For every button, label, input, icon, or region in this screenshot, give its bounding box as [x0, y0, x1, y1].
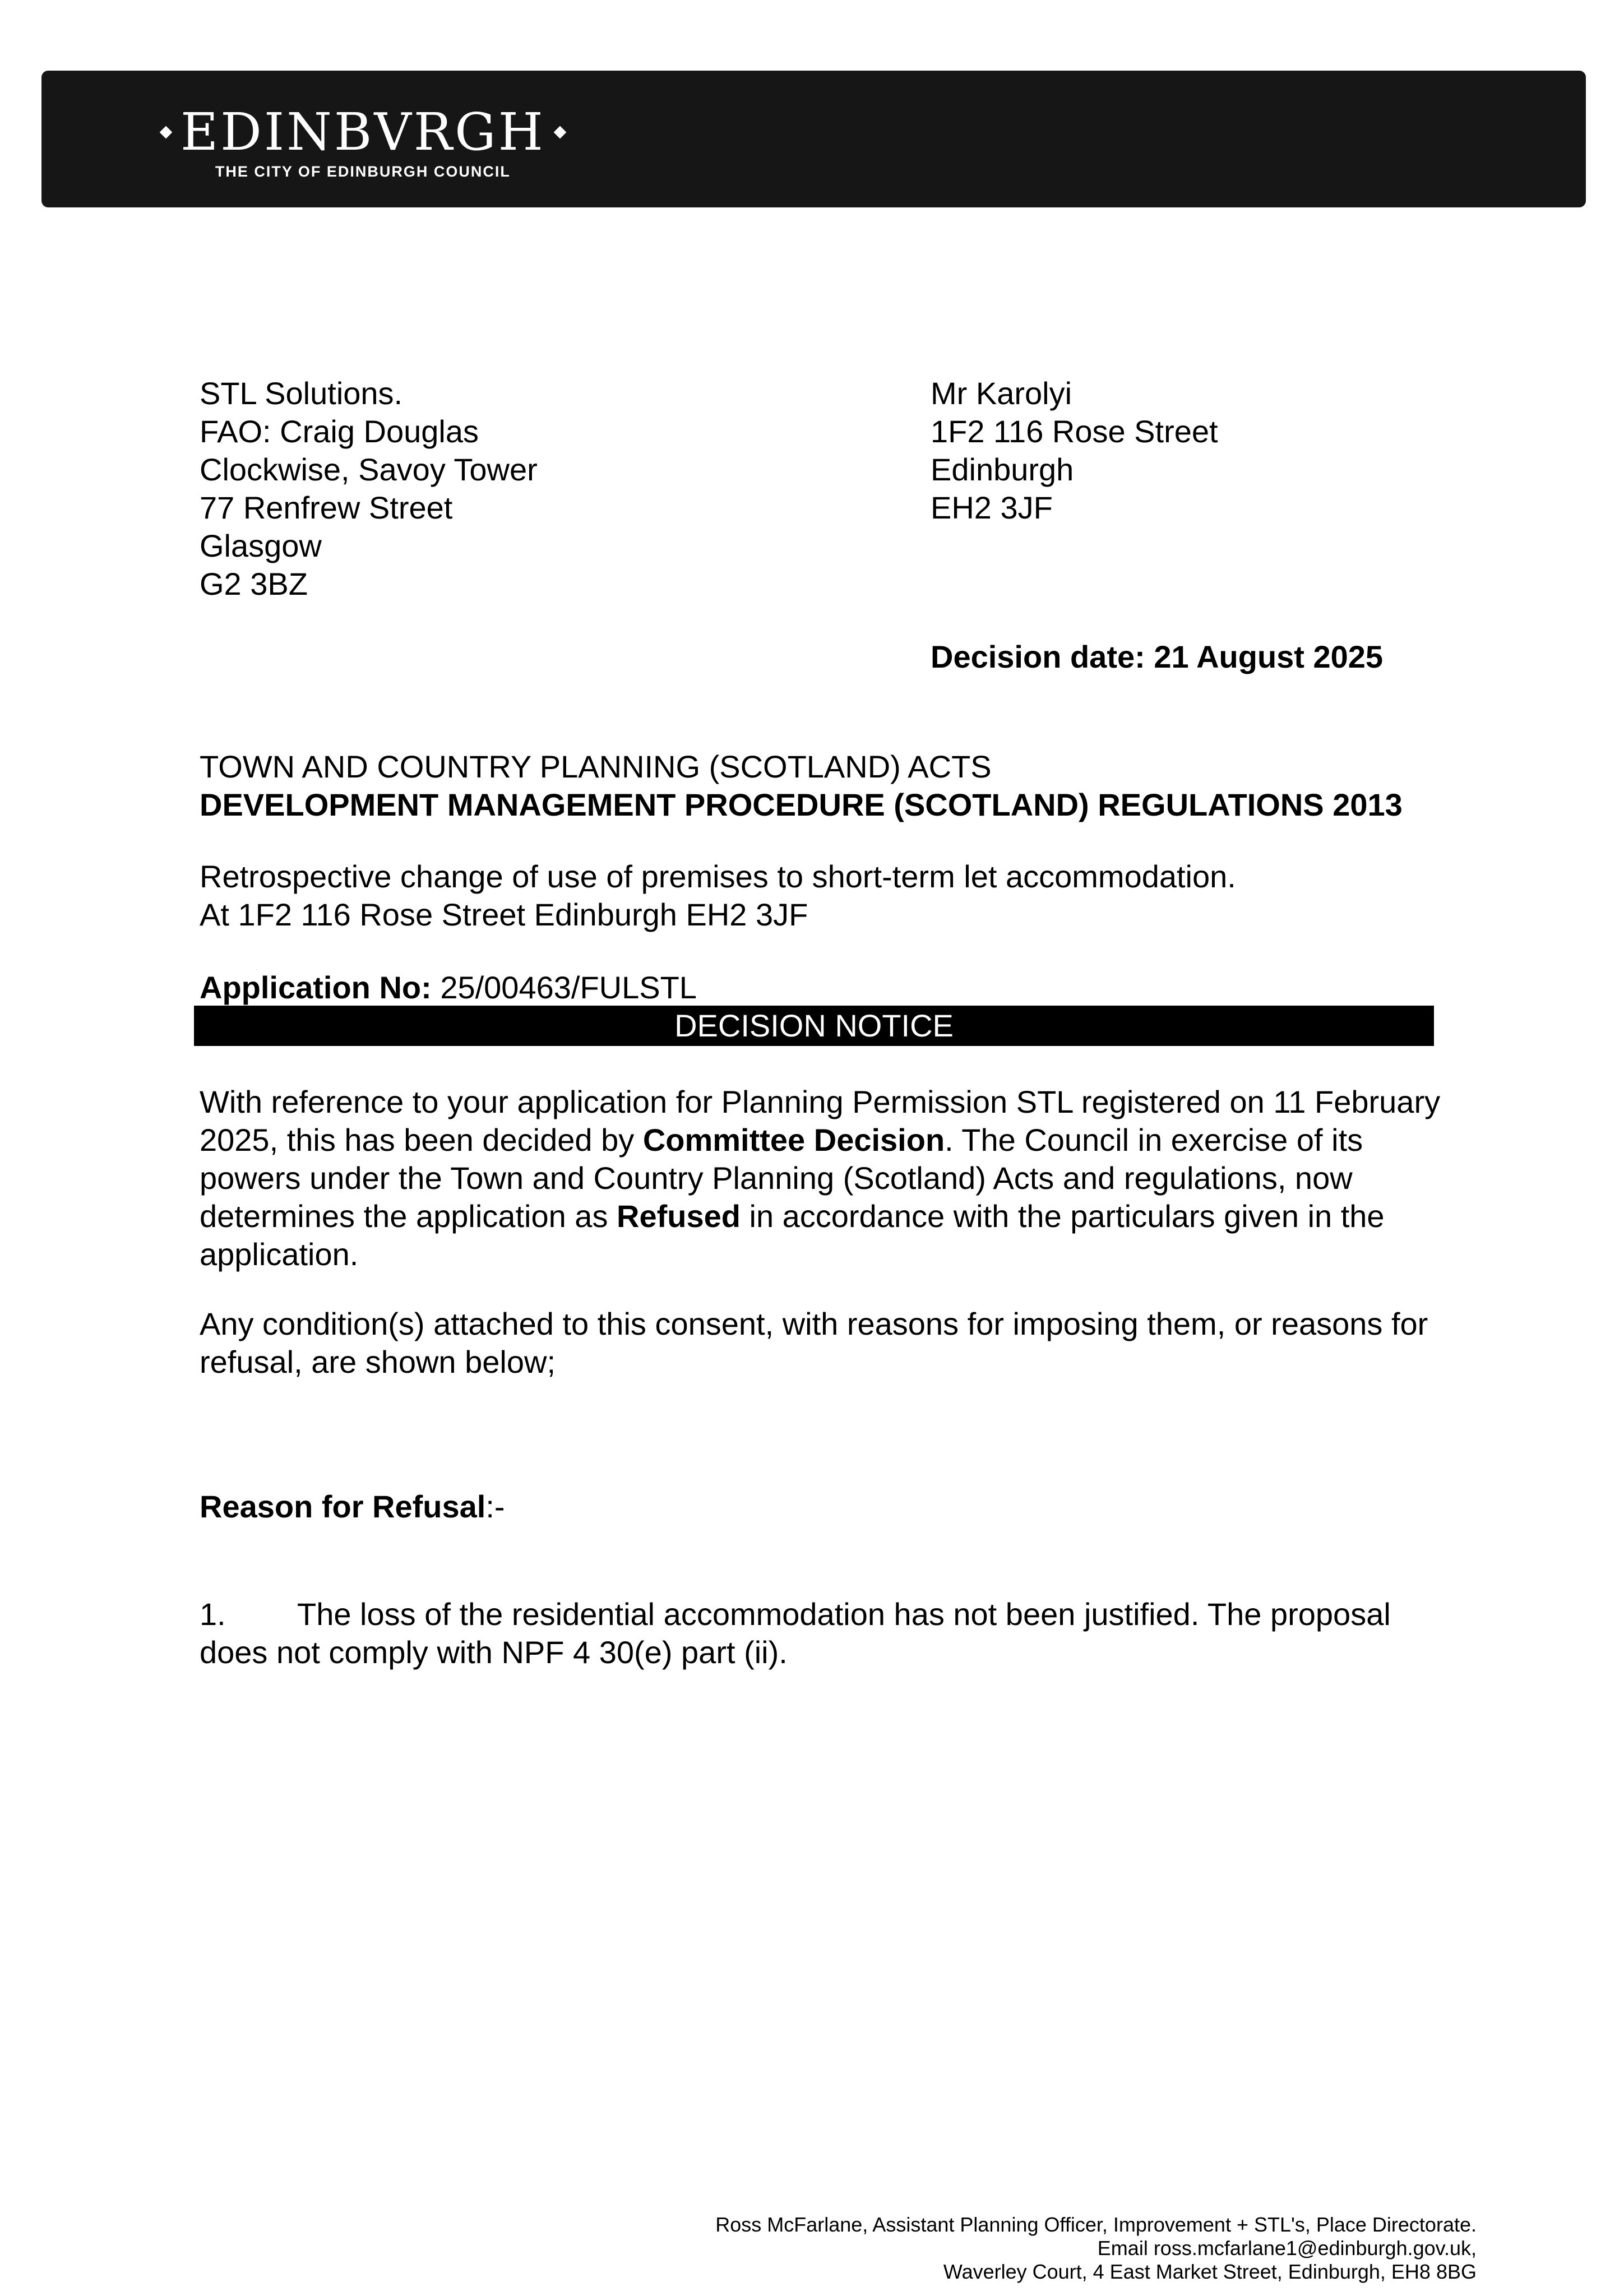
application-number-value: 25/00463/FULSTL — [440, 970, 697, 1005]
logo-subtitle: THE CITY OF EDINBURGH COUNCIL — [215, 163, 511, 180]
header-banner — [41, 71, 1586, 207]
address-line: Glasgow — [200, 528, 322, 563]
address-line: 1F2 116 Rose Street — [931, 414, 1218, 449]
refusal-item-line-1: The loss of the residential accommodation has not been justified. The proposal — [297, 1596, 1391, 1632]
refusal-item-line-2: does not comply with NPF 4 30(e) part (ii). — [200, 1635, 788, 1670]
applicant-address — [931, 374, 1218, 527]
application-number — [200, 969, 697, 1007]
acts-line-1: TOWN AND COUNTRY PLANNING (SCOTLAND) ACTS — [200, 749, 992, 784]
address-line: FAO: Craig Douglas — [200, 414, 479, 449]
address-line: STL Solutions. — [200, 376, 403, 411]
refusal-item-number: 1. — [200, 1596, 226, 1632]
decision-method: Committee Decision — [642, 1122, 945, 1158]
refusal-heading-suffix: :- — [485, 1489, 505, 1524]
council-logo — [161, 102, 565, 180]
footer-email: Email ross.mcfarlane1@edinburgh.gov.uk, — [1097, 2237, 1477, 2260]
decision-notice-banner: DECISION NOTICE — [194, 1006, 1434, 1046]
acts-heading — [200, 748, 1403, 824]
acts-line-2: DEVELOPMENT MANAGEMENT PROCEDURE (SCOTLAND) REGULATIONS 2013 — [200, 787, 1403, 822]
address-line: EH2 3JF — [931, 490, 1053, 525]
decision-text-part-1: With reference to your application for Planning Permission STL registered on 11 February 2025, this has been decided by — [200, 1084, 1441, 1158]
address-line: G2 3BZ — [200, 566, 308, 601]
logo-diamond-right-icon — [553, 126, 566, 139]
decision-text-part-3: in accordance with the particulars given in the application. — [200, 1198, 1385, 1272]
refusal-item — [200, 1595, 1391, 1672]
logo-diamond-left-icon — [160, 126, 173, 139]
proposal-line-1: Retrospective change of use of premises to short-term let accommodation. — [200, 859, 1236, 894]
proposal-description — [200, 858, 1236, 934]
decision-text-part-2: . The Council in exercise of its powers under the Town and Country Planning (Scotland) Acts and regulations, now determines the application as — [200, 1122, 1363, 1234]
decision-paragraph — [200, 1083, 1461, 1274]
address-line: 77 Renfrew Street — [200, 490, 453, 525]
conditions-paragraph: Any condition(s) attached to this consent, with reasons for imposing them, or reasons for refusal, are shown below; — [200, 1306, 1428, 1380]
application-number-label: Application No: — [200, 970, 432, 1005]
refusal-heading — [200, 1488, 505, 1526]
decision-outcome: Refused — [617, 1198, 741, 1234]
officer-contact-footer — [715, 2213, 1477, 2284]
address-line: Mr Karolyi — [931, 376, 1072, 411]
agent-address — [200, 374, 538, 603]
footer-officer: Ross McFarlane, Assistant Planning Officer, Improvement + STL's, Place Directorate. — [715, 2213, 1477, 2236]
address-line: Clockwise, Savoy Tower — [200, 452, 538, 487]
logo-wordmark: EDINBVRGH — [181, 102, 545, 162]
proposal-line-2: At 1F2 116 Rose Street Edinburgh EH2 3JF — [200, 897, 808, 932]
footer-address: Waverley Court, 4 East Market Street, Edinburgh, EH8 8BG — [943, 2260, 1477, 2283]
decision-date: Decision date: 21 August 2025 — [931, 639, 1384, 674]
refusal-heading-label: Reason for Refusal — [200, 1489, 486, 1524]
address-line: Edinburgh — [931, 452, 1074, 487]
